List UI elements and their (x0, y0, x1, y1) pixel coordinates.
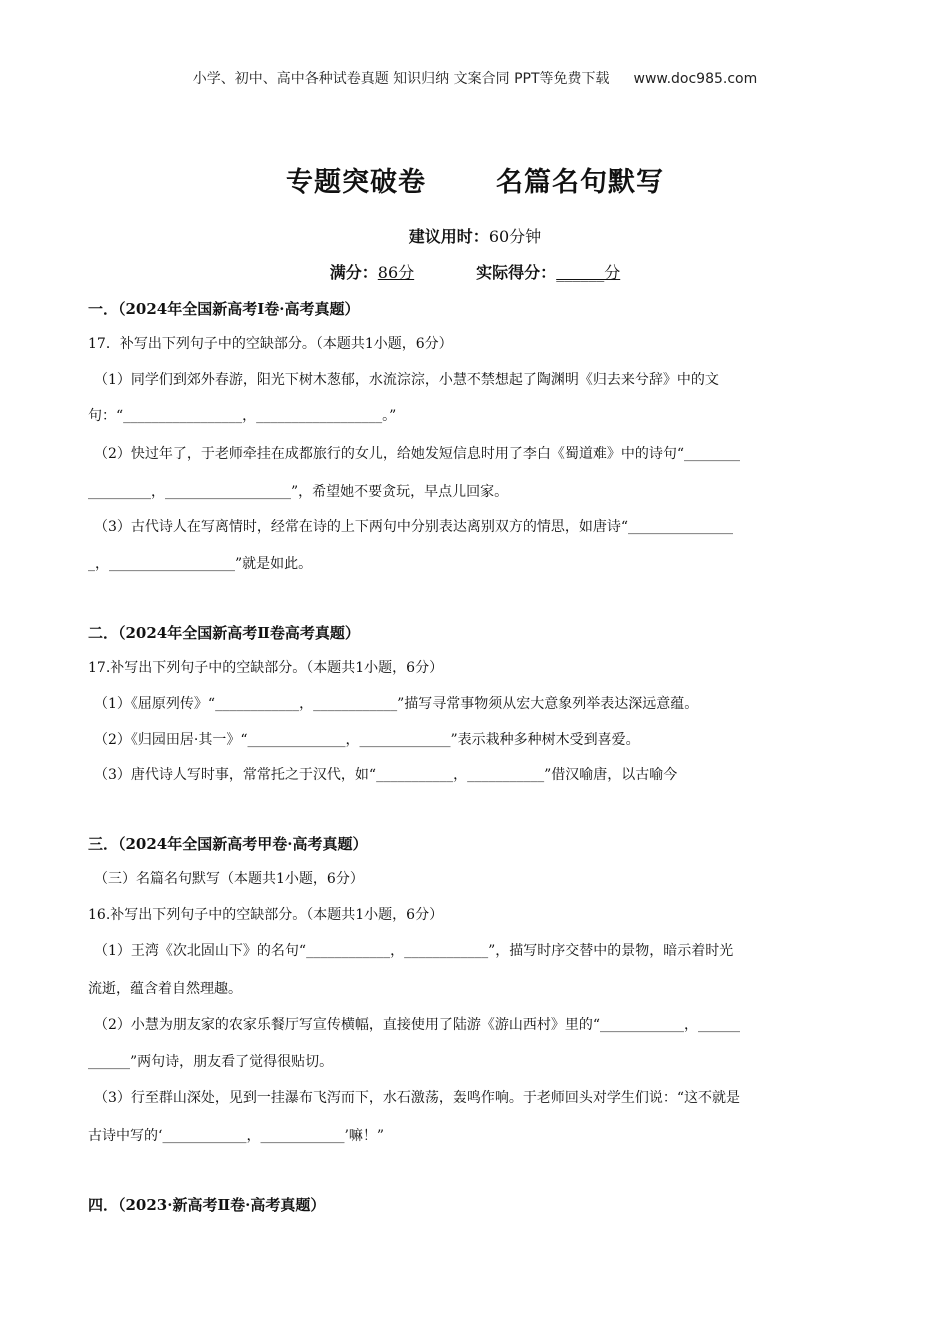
section-1-heading: 一．（2024年全国新高考Ⅰ卷·高考真题） (88, 300, 360, 318)
s2-line-3: （3）唐代诗人写时事，常常托之于汉代，如“___________，___________”借汉喻唐，以古喻今 (94, 767, 678, 783)
section-1-question: 17．补写出下列句子中的空缺部分。（本题共1小题，6分） (88, 336, 453, 352)
title-left: 专题突破卷 (286, 167, 426, 198)
header-url[interactable]: www.doc985.com (633, 71, 758, 87)
time-value: 60分钟 (488, 227, 542, 246)
page-header (0, 68, 950, 88)
section-4-heading: 四．（2023·新高考Ⅱ卷·高考真题） (88, 1196, 326, 1214)
actual-score-value: ______分 (556, 263, 621, 282)
s1-line-3: （2）快过年了，于老师牵挂在成都旅行的女儿，给她发短信息时用了李白《蜀道难》中的诗句“________ (94, 446, 741, 462)
score-line (0, 260, 950, 283)
s3-line-5: （3）行至群山深处，见到一挂瀑布飞泻而下，水石激荡，轰鸣作响。于老师回头对学生们说：“这不就是 (94, 1090, 741, 1106)
s2-line-2: （2）《归园田居·其一》“______________，_____________”表示栽种多种树木受到喜爱。 (94, 732, 640, 748)
s1-line-4: _________，__________________”，希望她不要贪玩，早点儿回家。 (88, 484, 509, 500)
section-2-question: 17.补写出下列句子中的空缺部分。（本题共1小题，6分） (88, 660, 444, 676)
s3-line-4: ______”两句诗，朋友看了觉得很贴切。 (88, 1054, 334, 1070)
section-3-heading: 三．（2024年全国新高考甲卷·高考真题） (88, 835, 368, 853)
full-score-label: 满分： (329, 263, 378, 282)
s1-line-6: _，__________________”就是如此。 (88, 556, 313, 572)
s3-line-1: （1）王湾《次北固山下》的名句“____________，____________”，描写时序交替中的景物，暗示着时光 (94, 943, 734, 959)
header-text: 小学、初中、高中各种试卷真题 知识归纳 文案合同 PPT等免费下载 (192, 71, 610, 87)
section-3-question: 16.补写出下列句子中的空缺部分。（本题共1小题，6分） (88, 907, 444, 923)
full-score-value: 86分 (377, 263, 415, 282)
page-title (0, 160, 950, 199)
s3-line-2: 流逝，蕴含着自然理趣。 (88, 981, 242, 997)
s2-line-1: （1）《屈原列传》“____________，____________”描写寻常事物须从宏大意象列举表达深远意蕴。 (94, 696, 699, 712)
s3-line-6: 古诗中写的‘____________，____________’嘛！” (88, 1128, 385, 1144)
section-3-subheading: （三）名篇名句默写（本题共1小题，6分） (94, 871, 364, 887)
suggested-time (0, 224, 950, 247)
s1-line-2: 句：“_________________，__________________。” (88, 408, 397, 424)
s1-line-1: （1）同学们到郊外春游，阳光下树木葱郁，水流淙淙，小慧不禁想起了陶渊明《归去来兮辞》中的文 (94, 372, 719, 388)
s1-line-5: （3）古代诗人在写离情时，经常在诗的上下两句中分别表达离别双方的情思，如唐诗“_______________ (94, 519, 734, 535)
time-label: 建议用时： (408, 227, 489, 246)
title-right: 名篇名句默写 (496, 167, 664, 198)
actual-score-label: 实际得分： (476, 263, 557, 282)
s3-line-3: （2）小慧为朋友家的农家乐餐厅写宣传横幅，直接使用了陆游《游山西村》里的“____________，______ (94, 1017, 741, 1033)
section-2-heading: 二．（2024年全国新高考Ⅱ卷高考真题） (88, 624, 360, 642)
